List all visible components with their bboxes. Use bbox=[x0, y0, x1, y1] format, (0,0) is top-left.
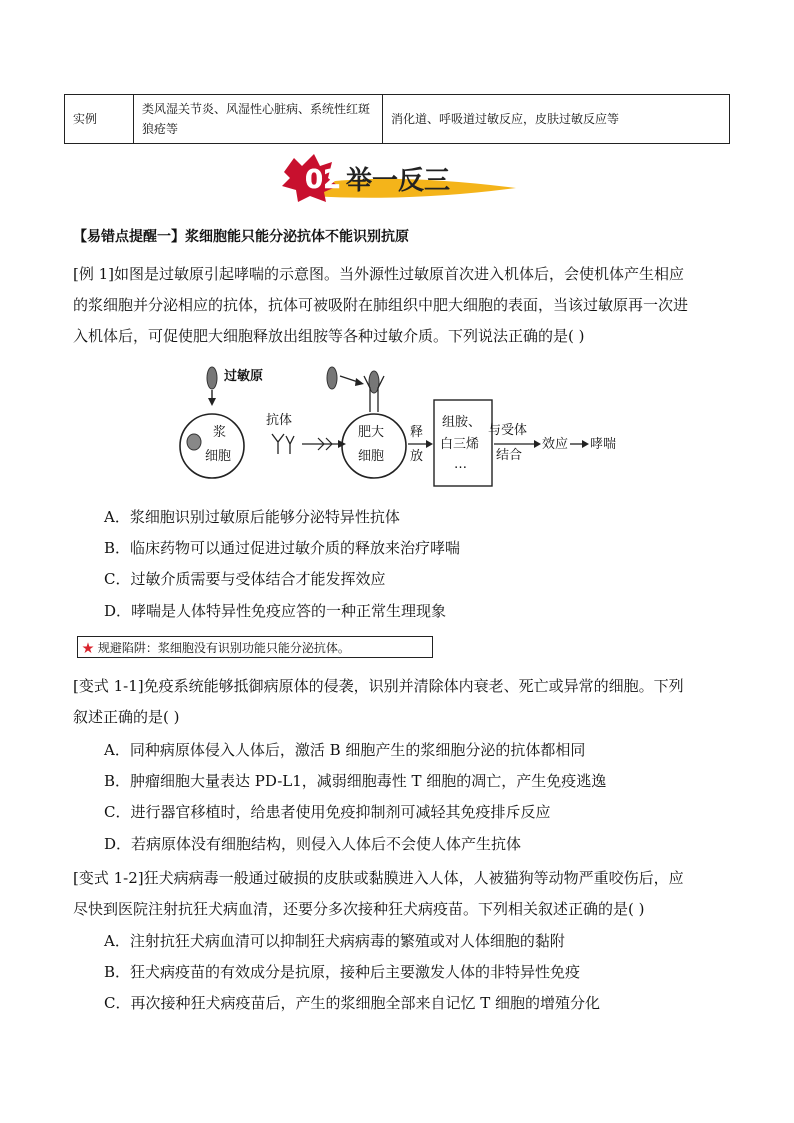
option-a: A．注射抗狂犬病血清可以抑制狂犬病病毒的繁殖或对人体细胞的黏附 bbox=[104, 932, 565, 950]
mast-cell-label-2: 细胞 bbox=[358, 449, 385, 464]
asthma-diagram bbox=[178, 362, 622, 492]
option-a: A．同种病原体侵入人体后，激活 B 细胞产生的浆细胞分泌的抗体都相同 bbox=[104, 741, 586, 759]
plasma-cell-label-1: 浆 bbox=[213, 425, 227, 440]
option-d: D．哮喘是人体特异性免疫应答的一种正常生理现象 bbox=[104, 602, 447, 620]
asthma-label: 哮喘 bbox=[590, 437, 617, 452]
banner-title: 举一反三 bbox=[346, 166, 451, 196]
section-heading: 【易错点提醒一】浆细胞能只能分泌抗体不能识别抗原 bbox=[73, 229, 409, 245]
release-label-2: 放 bbox=[410, 449, 424, 464]
mast-cell-label-1: 肥大 bbox=[358, 425, 385, 440]
example1-question bbox=[73, 259, 733, 352]
allergen-icon bbox=[207, 367, 217, 389]
mast-cell-icon bbox=[342, 414, 406, 478]
variant1-question bbox=[73, 671, 733, 733]
option-b: B．肿瘤细胞大量表达 PD-L1，减弱细胞毒性 T 细胞的凋亡，产生免疫逃逸 bbox=[104, 772, 607, 790]
mediators-label-1: 组胺、 bbox=[442, 415, 482, 430]
option-b: B．狂犬病疫苗的有效成分是抗原，接种后主要激发人体的非特异性免疫 bbox=[104, 963, 581, 981]
antibody-label: 抗体 bbox=[266, 413, 293, 428]
release-label-1: 释 bbox=[410, 425, 424, 440]
question-line: 的浆细胞并分泌相应的抗体，抗体可被吸附在肺组织中肥大细胞的表面，当该过敏原再一次进 bbox=[73, 296, 689, 314]
antibody-icon bbox=[272, 434, 284, 454]
plasma-cell-label-2: 细胞 bbox=[205, 449, 232, 464]
allergen-icon bbox=[327, 367, 337, 389]
question-line: 尽快到医院注射抗狂犬病血清，还要分多次接种狂犬病疫苗。下列相关叙述正确的是( ) bbox=[73, 900, 645, 918]
table-cell-label: 实例 bbox=[65, 95, 134, 144]
option-d: D．若病原体没有细胞结构，则侵入人体后不会使人体产生抗体 bbox=[104, 835, 522, 853]
comparison-table bbox=[64, 94, 730, 144]
banner-number: 02 bbox=[305, 165, 342, 195]
option-b: B．临床药物可以通过促进过敏介质的释放来治疗哮喘 bbox=[104, 539, 461, 557]
bind-label-1: 与受体 bbox=[488, 423, 528, 438]
table-cell-examples-2: 消化道、呼吸道过敏反应，皮肤过敏反应等 bbox=[383, 95, 730, 144]
option-c: C．过敏介质需要与受体结合才能发挥效应 bbox=[104, 570, 386, 588]
question-line: [例 1]如图是过敏原引起哮喘的示意图。当外源性过敏原首次进入机体后，会使机体产生相应 bbox=[73, 265, 685, 283]
question-line: [变式 1-2]狂犬病病毒一般通过破损的皮肤或黏膜进入人体，人被猫狗等动物严重咬伤后，应 bbox=[73, 869, 684, 887]
option-c: C．再次接种狂犬病疫苗后，产生的浆细胞全部来自记忆 T 细胞的增殖分化 bbox=[104, 994, 601, 1012]
mediators-label-3: … bbox=[454, 457, 467, 472]
question-line: 叙述正确的是( ) bbox=[73, 708, 180, 726]
option-c: C．进行器官移植时，给患者使用免疫抑制剂可减轻其免疫排斥反应 bbox=[104, 803, 551, 821]
mediators-label-2: 白三烯 bbox=[440, 437, 480, 452]
table-cell-examples-1: 类风湿关节炎、风湿性心脏病、系统性红斑狼疮等 bbox=[134, 95, 383, 144]
tip-box bbox=[77, 636, 433, 658]
variant2-question bbox=[73, 863, 733, 925]
allergen-label: 过敏原 bbox=[224, 369, 264, 384]
option-a: A．浆细胞识别过敏原后能够分泌特异性抗体 bbox=[104, 508, 400, 526]
section-banner bbox=[280, 152, 516, 202]
effect-label: 效应 bbox=[542, 437, 569, 452]
antibody-icon bbox=[286, 436, 294, 454]
question-line: [变式 1-1]免疫系统能够抵御病原体的侵袭，识别并清除体内衰老、死亡或异常的细胞。下列 bbox=[73, 677, 684, 695]
question-line: 入机体后，可促使肥大细胞释放出组胺等各种过敏介质。下列说法正确的是( ) bbox=[73, 327, 585, 345]
table-row bbox=[65, 95, 730, 144]
bind-label-2: 结合 bbox=[496, 448, 523, 463]
star-icon: ★ bbox=[82, 641, 95, 655]
tip-text: 规避陷阱：浆细胞没有识别功能只能分泌抗体。 bbox=[97, 641, 350, 655]
